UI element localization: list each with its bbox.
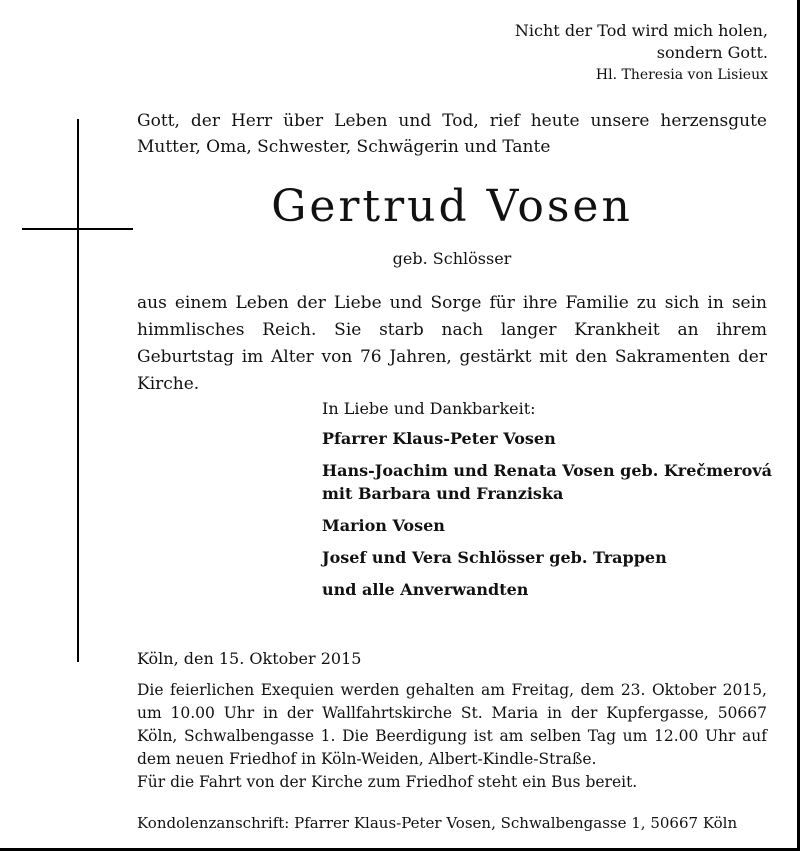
mourner-line: Pfarrer Klaus-Peter Vosen <box>322 429 556 448</box>
cross-horizontal-bar <box>22 228 133 230</box>
mourners-list <box>322 397 772 601</box>
quote-line-1: Nicht der Tod wird mich holen, <box>514 21 768 40</box>
mourner-entry <box>322 427 772 450</box>
cross-vertical-bar <box>77 119 79 662</box>
funeral-text: Die feierlichen Exequien werden gehalten am Freitag, dem 23. Oktober 2015, um 10.00 Uhr in der Wallfahrtskirche St. Maria in der Kupfergasse, 50667 Köln, Schwalbengasse 1. Die Beerdigung ist am selben Tag um 12.00 Uhr auf dem neuen Friedhof in Köln-Weiden, Albert-Kindle-Straße. <box>137 681 767 768</box>
mourner-line: Hans-Joachim und Renata Vosen geb. Krečmerová <box>322 461 772 480</box>
bus-note: Für die Fahrt von der Kirche zum Friedhof steht ein Bus bereit. <box>137 773 638 791</box>
mourner-entry <box>322 459 772 505</box>
mourner-entry <box>322 578 772 601</box>
quote-author: Hl. Theresia von Lisieux <box>595 67 768 83</box>
quote-line-2: sondern Gott. <box>656 43 768 62</box>
deceased-name: Gertrud Vosen <box>271 181 633 232</box>
intro-paragraph: Gott, der Herr über Leben und Tod, rief heute unsere herzensgute Mutter, Oma, Schwester, Schwägerin und Tante <box>137 111 767 157</box>
condolence-address: Kondolenzanschrift: Pfarrer Klaus-Peter Vosen, Schwalbengasse 1, 50667 Köln <box>137 814 738 832</box>
mourner-line: Josef und Vera Schlösser geb. Trappen <box>322 548 667 567</box>
mourner-entry <box>322 546 772 569</box>
funeral-details <box>137 679 767 794</box>
mourner-line: mit Barbara und Franziska <box>322 484 564 503</box>
body-paragraph: aus einem Leben der Liebe und Sorge für ihre Familie zu sich in sein himmlisches Reich. Sie starb nach langer Krankheit an ihrem Geburtstag im Alter von 76 Jahren, gestärkt mit den Sakramenten der Kirche. <box>137 293 767 394</box>
thanks-line: In Liebe und Dankbarkeit: <box>322 399 536 418</box>
epigraph-quote <box>515 20 768 86</box>
mourner-entry <box>322 514 772 537</box>
mourner-line: und alle Anverwandten <box>322 580 529 599</box>
birth-name: geb. Schlösser <box>392 249 512 268</box>
mourner-line: Marion Vosen <box>322 516 445 535</box>
place-and-date: Köln, den 15. Oktober 2015 <box>137 649 362 668</box>
